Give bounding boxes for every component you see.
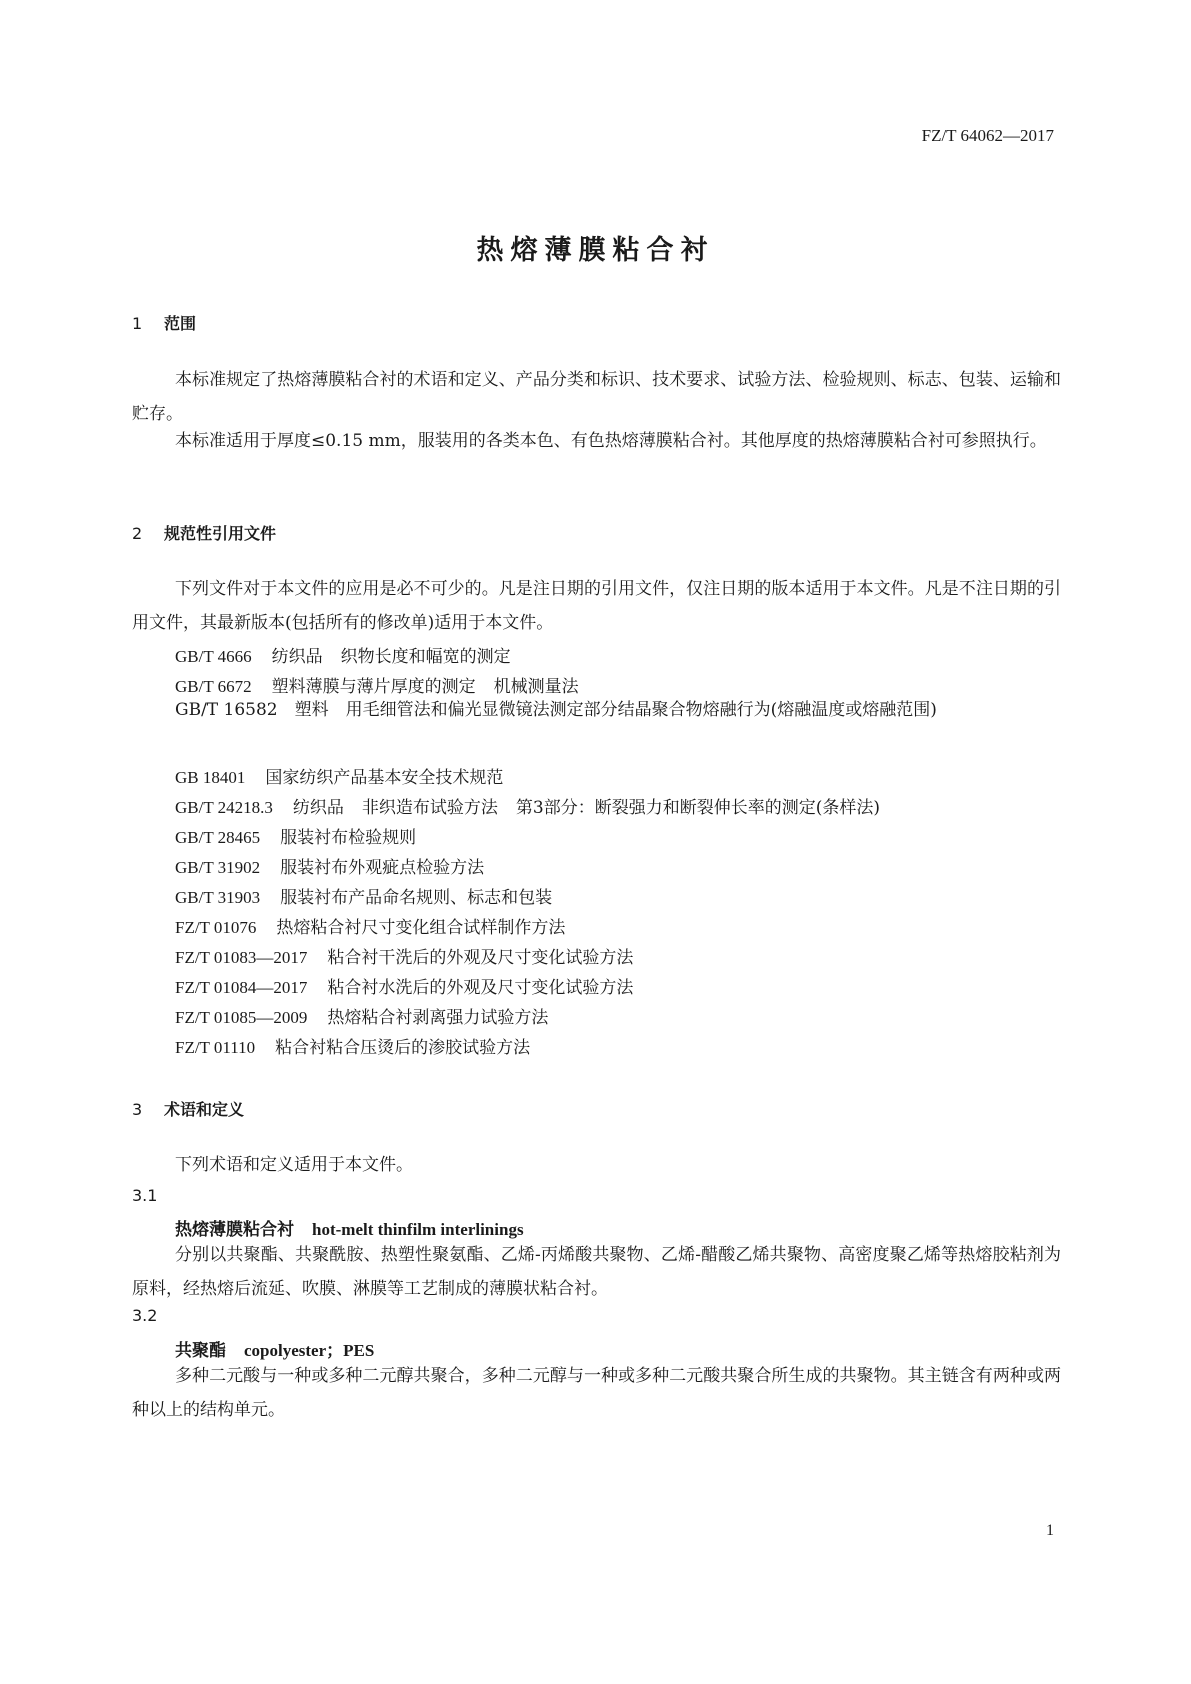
reference-code: GB 18401 [175,768,246,787]
paragraph: 下列术语和定义适用于本文件。 [175,1155,413,1175]
reference-title: 机械测量法 [493,677,579,697]
reference-code: GB/T 24218.3 [175,798,273,817]
section-title: 术语和定义 [164,1100,245,1119]
paragraph: 本标准规定了热熔薄膜粘合衬的术语和定义、产品分类和标识、技术要求、试验方法、检验规则、标志、包装、运输和贮存。 [132,370,1061,424]
paragraph: 下列文件对于本文件的应用是必不可少的。凡是注日期的引用文件，仅注日期的版本适用于本文件。凡是不注日期的引用文件，其最新版本(包括所有的修改单)适用于本文件。 [132,579,1061,633]
reference-item [175,1003,548,1028]
reference-title: 织物长度和幅宽的测定 [340,647,511,667]
reference-title: 热熔粘合衬尺寸变化组合试样制作方法 [276,918,566,938]
reference-code: FZ/T 01083—2017 [175,948,308,967]
term-english: hot-melt thinfilm interlinings [312,1220,524,1239]
reference-title: 服装衬布外观疵点检验方法 [280,858,485,878]
term-definition: 分别以共聚酯、共聚酰胺、热塑性聚氨酯、乙烯-丙烯酸共聚物、乙烯-醋酸乙烯共聚物、高密度聚乙烯等热熔胶粘剂为原料，经热熔后流延、吹膜、淋膜等工艺制成的薄膜状粘合衬。 [132,1245,1061,1299]
term-english: copolyester；PES [244,1341,375,1360]
document-code: FZ/T 64062—2017 [921,126,1054,145]
reference-item [175,883,552,908]
reference-title: 非织造布试验方法 [361,798,498,818]
term-chinese: 共聚酯 [175,1341,226,1361]
reference-title: 第3部分：断裂强力和断裂伸长率的测定(条样法) [515,798,881,818]
reference-title: 粘合衬粘合压烫后的渗胶试验方法 [275,1038,531,1058]
section-number: 3 [132,1100,143,1119]
document-title: 热熔薄膜粘合衬 [476,235,715,266]
term-definition: 多种二元酸与一种或多种二元醇共聚合，多种二元醇与一种或多种二元酸共聚合所生成的共聚物。其主链含有两种或两种以上的结构单元。 [132,1366,1061,1420]
reference-item [175,642,511,667]
section-title: 规范性引用文件 [164,524,277,543]
reference-title: 塑料薄膜与薄片厚度的测定 [271,677,476,697]
reference-title: 热熔粘合衬剥离强力试验方法 [327,1008,549,1028]
reference-title: 纺织品 [292,798,344,818]
term-heading [175,1336,374,1361]
section-1-heading [132,311,196,334]
reference-code: GB/T 31902 [175,858,261,877]
section-3-heading [132,1097,244,1120]
reference-code: GB/T 28465 [175,828,261,847]
reference-item [175,823,416,848]
section-2-heading [132,521,276,544]
reference-title: 粘合衬水洗后的外观及尺寸变化试验方法 [327,978,634,998]
term-number: 3.1 [132,1186,158,1205]
reference-code: GB/T 31903 [175,888,261,907]
reference-item [175,973,633,998]
page-number: 1 [1046,1522,1054,1539]
reference-item: GB/T 16582 塑料 用毛细管法和偏光显微镜法测定部分结晶聚合物熔融行为(熔融温度或熔融范围) [175,700,937,720]
paragraph: 本标准适用于厚度≤0.15 mm，服装用的各类本色、有色热熔薄膜粘合衬。其他厚度的热熔薄膜粘合衬可参照执行。 [175,431,1047,451]
reference-item [175,853,484,878]
reference-code: FZ/T 01110 [175,1038,256,1057]
reference-code: GB/T 6672 [175,677,252,696]
term-chinese: 热熔薄膜粘合衬 [175,1220,294,1240]
reference-code: FZ/T 01076 [175,918,257,937]
reference-title: 服装衬布产品命名规则、标志和包装 [280,888,553,908]
reference-code: FZ/T 01084—2017 [175,978,308,997]
reference-title: 粘合衬干洗后的外观及尺寸变化试验方法 [327,948,634,968]
section-title: 范围 [164,314,197,333]
reference-code: GB/T 4666 [175,647,252,666]
reference-title: 服装衬布检验规则 [280,828,417,848]
reference-title: 国家纺织产品基本安全技术规范 [265,768,504,788]
reference-item [175,943,633,968]
reference-item [175,793,880,818]
reference-code: FZ/T 01085—2009 [175,1008,308,1027]
term-heading [175,1215,524,1240]
reference-title: 纺织品 [271,647,323,667]
reference-item [175,1033,530,1058]
term-number: 3.2 [132,1306,158,1325]
reference-item [175,913,565,938]
reference-item [175,763,503,788]
section-number: 1 [132,314,143,333]
section-number: 2 [132,524,143,543]
